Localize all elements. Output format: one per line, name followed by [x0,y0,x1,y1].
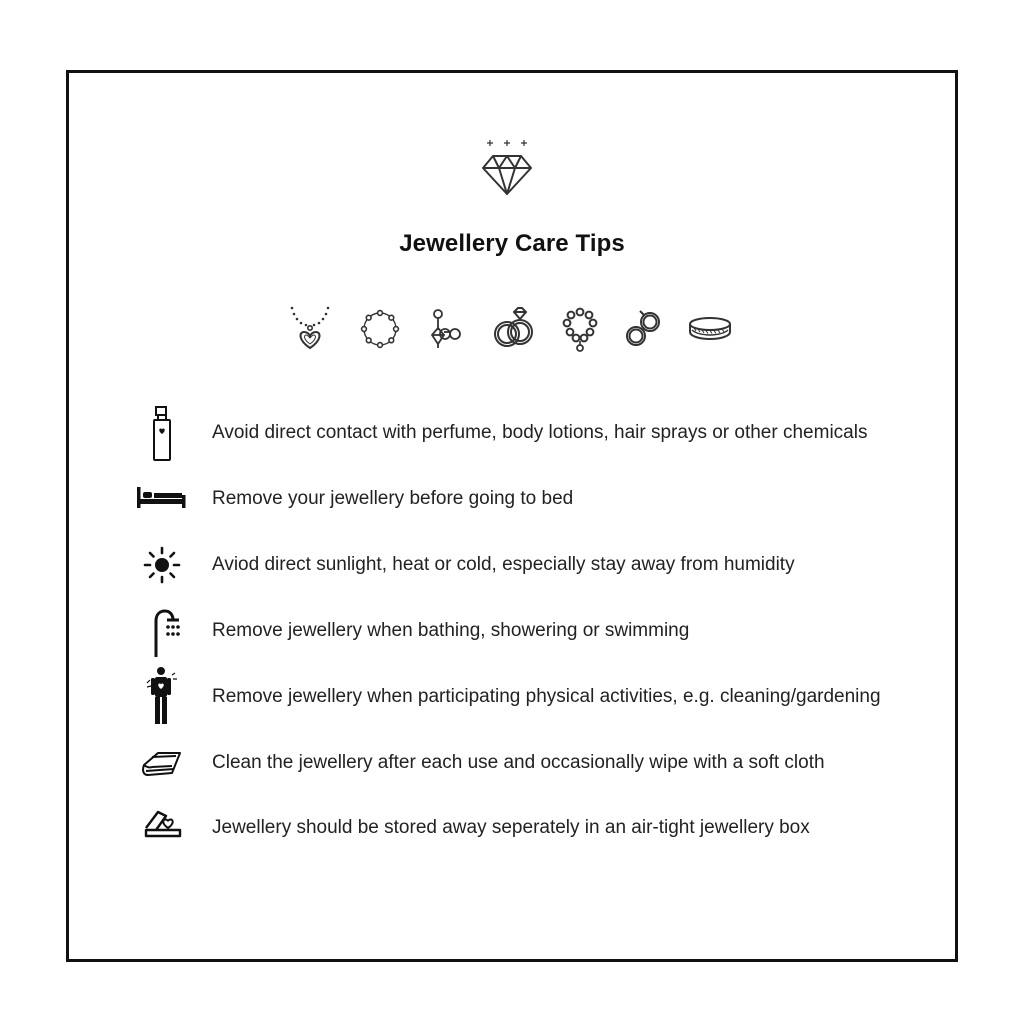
diamond-sparkle-icon [477,136,537,198]
page-title: Jewellery Care Tips [399,230,625,257]
perfume-bottle-icon [132,403,192,463]
jewellery-icon-row [284,302,744,358]
list-item [130,733,930,793]
person-activity-icon [132,667,192,727]
earring-icon [424,302,476,358]
tip-text: Clean the jewellery after each use and occasionally wipe with a soft cloth [212,752,825,773]
tip-text: Aviod direct sunlight, heat or cold, especially stay away from humidity [212,554,795,575]
tip-text: Jewellery should be stored away seperately in an air-tight jewellery box [212,817,810,838]
list-item [130,403,930,463]
hoop-earrings-icon [618,302,670,358]
cuff-ring-icon [684,302,736,358]
shower-icon [132,601,192,661]
wedding-rings-icon [488,302,540,358]
tip-text: Remove jewellery when participating physical activities, e.g. cleaning/gardening [212,686,881,707]
bed-icon [132,469,192,529]
sun-icon [132,535,192,595]
tip-text: Avoid direct contact with perfume, body lotions, hair sprays or other chemicals [212,422,868,443]
beaded-bracelet-icon [554,302,606,358]
jewellery-box-icon [132,798,192,858]
tip-text: Remove your jewellery before going to bed [212,488,574,509]
tip-text: Remove jewellery when bathing, showering or swimming [212,620,690,641]
list-item [130,798,930,858]
list-item [130,667,930,727]
list-item [130,535,930,595]
bracelet-icon [354,302,406,358]
cloth-icon [132,733,192,793]
list-item [130,601,930,661]
heart-necklace-icon [284,302,336,358]
list-item [130,469,930,529]
